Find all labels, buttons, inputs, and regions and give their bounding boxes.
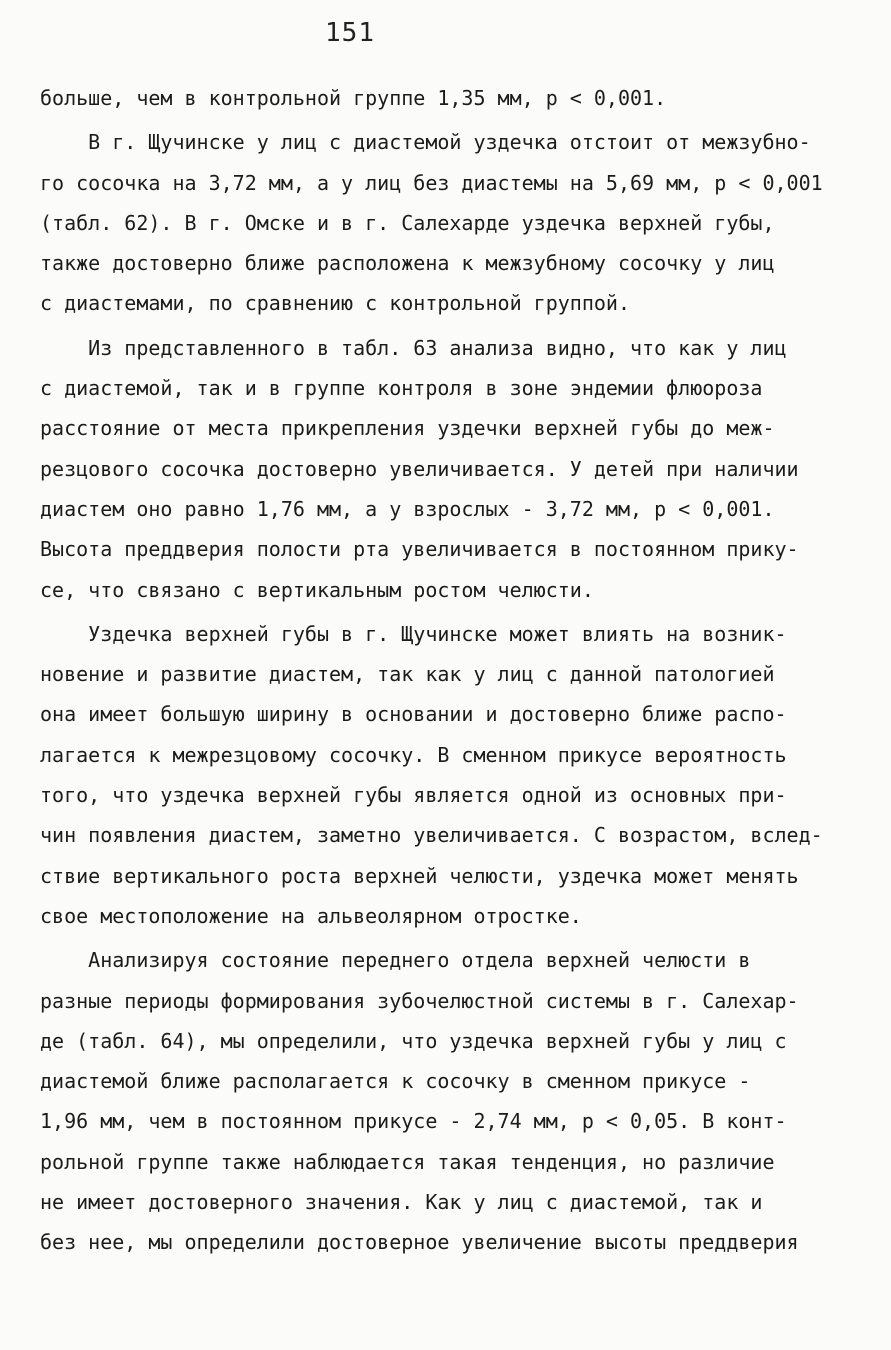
text-line: больше, чем в контрольной группе 1,35 мм, р < 0,001. (40, 86, 667, 110)
text-line: (табл. 62). В г. Омске и в г. Салехарде уздечка верхней губы, (40, 210, 775, 235)
text-line: диастемой ближе располагается к сосочку в сменном прикусе - (40, 1069, 751, 1094)
text-line: она имеет большую ширину в основании и достоверно ближе распо- (40, 702, 787, 727)
text-line: ствие вертикального роста верхней челюсти, уздечка может менять (40, 863, 799, 888)
text-line: го сосочка на 3,72 мм, а у лиц без диастемы на 5,69 мм, р < 0,001 (40, 170, 823, 195)
text-line: Анализируя состояние переднего отдела верхней челюсти в (40, 948, 751, 973)
text-line: расстояние от места прикрепления уздечки верхней губы до меж- (40, 416, 775, 441)
text-line: новение и развитие диастем, так как у лиц с данной патологией (40, 662, 775, 687)
text-line: того, что уздечка верхней губы является одной из основных при- (40, 783, 787, 808)
text-line: не имеет достоверного значения. Как у лиц с диастемой, так и (40, 1190, 763, 1215)
text-line: с диастемой, так и в группе контроля в зоне эндемии флюороза (40, 376, 763, 401)
text-line: также достоверно ближе расположена к межзубному сосочку у лиц (40, 251, 775, 276)
text-line: Высота преддверия полости рта увеличивается в постоянном прику- (40, 537, 799, 562)
body-text (40, 78, 830, 1263)
text-line: де (табл. 64), мы определили, что уздечка верхней губы у лиц с (40, 1028, 787, 1053)
text-line: диастем оно равно 1,76 мм, а у взрослых - 3,72 мм, р < 0,001. (40, 496, 775, 521)
text-line: без нее, мы определили достоверное увеличение высоты преддверия (40, 1230, 799, 1255)
text-line: с диастемами, по сравнению с контрольной группой. (40, 291, 631, 316)
text-line: В г. Щучинске у лиц с диастемой уздечка отстоит от межзубно- (40, 130, 811, 155)
text-line: разные периоды формирования зубочелюстной системы в г. Салехар- (40, 988, 799, 1013)
page-number: 151 (325, 18, 375, 48)
text-line: рольной группе также наблюдается такая тенденция, но различие (40, 1149, 775, 1174)
text-line: се, что связано с вертикальным ростом челюсти. (40, 577, 594, 602)
text-line: Уздечка верхней губы в г. Щучинске может влиять на возник- (40, 621, 787, 646)
text-line: 1,96 мм, чем в постоянном прикусе - 2,74 мм, р < 0,05. В конт- (40, 1109, 787, 1134)
text-line: лагается к межрезцовому сосочку. В сменном прикусе вероятность (40, 742, 787, 767)
text-line: резцового сосочка достоверно увеличивается. У детей при наличии (40, 456, 799, 481)
text-line: свое местоположение на альвеолярном отростке. (40, 903, 582, 928)
text-line: Из представленного в табл. 63 анализа видно, что как у лиц (40, 335, 787, 360)
text-line: чин появления диастем, заметно увеличивается. С возрастом, вслед- (40, 823, 823, 848)
